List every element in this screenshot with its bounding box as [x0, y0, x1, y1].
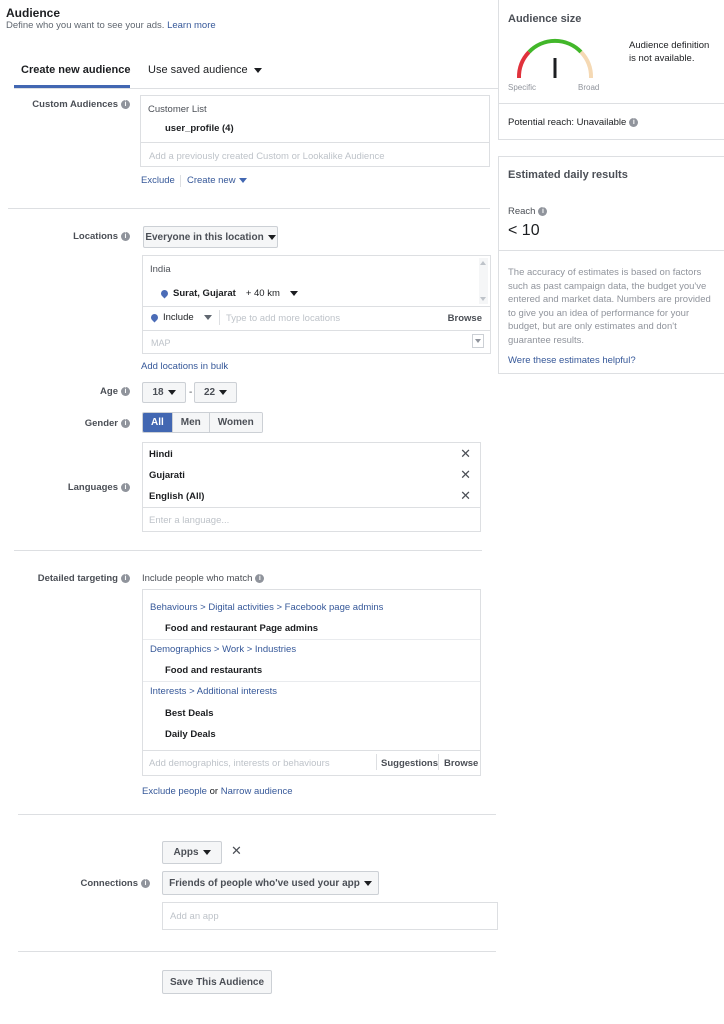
targeting-path: Interests > Additional interests: [150, 686, 278, 697]
map-label: MAP: [151, 338, 171, 348]
section-subtitle: Define who you want to see your ads. Learn more: [6, 20, 216, 31]
scroll-down-icon: [480, 297, 486, 301]
create-new-dropdown[interactable]: Create new: [187, 175, 247, 186]
remove-language-icon[interactable]: ✕: [460, 488, 471, 503]
panel-divider: [499, 250, 724, 251]
info-icon[interactable]: i: [121, 574, 130, 583]
custom-audiences-label: Custom Audiences i: [20, 99, 130, 110]
field-separator: [219, 310, 220, 325]
connections-type-dropdown[interactable]: Apps: [162, 841, 222, 864]
targeting-item[interactable]: Food and restaurants: [165, 665, 263, 676]
exclude-link[interactable]: Exclude: [141, 175, 175, 186]
chevron-down-icon: [254, 68, 262, 73]
exclude-people-link[interactable]: Exclude people: [142, 786, 207, 797]
locations-box: [142, 255, 491, 354]
languages-label: Languages i: [20, 482, 130, 493]
audience-gauge-icon: [513, 38, 597, 82]
estimates-helpful-link[interactable]: Were these estimates helpful?: [508, 355, 636, 366]
chevron-down-icon: [203, 850, 211, 855]
connections-label: Connections i: [20, 878, 150, 889]
section-title: Audience: [6, 6, 61, 20]
age-label: Age i: [20, 386, 130, 397]
box-divider: [143, 750, 480, 751]
link-separator: [180, 175, 181, 187]
section-divider: [8, 208, 490, 209]
group-divider: [143, 639, 480, 640]
estimated-results-title: Estimated daily results: [508, 169, 628, 181]
add-app-box: [162, 902, 498, 930]
languages-box: [142, 442, 481, 532]
custom-audience-input[interactable]: Add a previously created Custom or Lookalike Audience: [149, 151, 385, 162]
location-item[interactable]: Surat, Gujarat + 40 km: [161, 288, 298, 299]
location-pin-icon: [150, 313, 160, 323]
radius-chevron-down-icon[interactable]: [290, 291, 298, 296]
audience-size-title: Audience size: [508, 13, 582, 25]
section-divider: [18, 814, 496, 815]
field-separator: [376, 754, 377, 770]
targeting-search-input[interactable]: Add demographics, interests or behaviours: [149, 758, 330, 769]
info-icon[interactable]: i: [255, 574, 264, 583]
reach-value: < 10: [508, 222, 540, 239]
remove-connection-icon[interactable]: ✕: [231, 843, 242, 858]
targeting-path: Behaviours > Digital activities > Facebook page admins: [150, 602, 384, 613]
suggestions-button[interactable]: Suggestions: [381, 758, 439, 769]
tab-use-saved-audience[interactable]: Use saved audience: [148, 64, 262, 76]
location-search-input[interactable]: Type to add more locations: [226, 313, 341, 324]
language-item: Gujarati: [149, 470, 185, 481]
gauge-specific-label: Specific: [508, 83, 537, 92]
box-divider: [143, 330, 490, 331]
info-icon[interactable]: i: [538, 207, 547, 216]
reach-label: Reach i: [508, 206, 547, 217]
targeting-path: Demographics > Work > Industries: [150, 644, 297, 655]
chevron-down-icon: [168, 390, 176, 395]
panel-divider: [499, 103, 724, 104]
age-max-dropdown[interactable]: 22: [194, 382, 237, 403]
audience-size-panel: [498, 0, 724, 140]
info-icon[interactable]: i: [121, 100, 130, 109]
save-audience-button[interactable]: Save This Audience: [162, 970, 272, 994]
gender-all-button[interactable]: All: [143, 413, 173, 432]
age-range-dash: -: [189, 387, 193, 398]
remove-language-icon[interactable]: ✕: [460, 446, 471, 461]
location-type-dropdown[interactable]: Everyone in this location: [143, 226, 278, 248]
gender-men-button[interactable]: Men: [173, 413, 210, 432]
detailed-targeting-box: [142, 589, 481, 776]
scrollbar[interactable]: [479, 258, 488, 304]
box-divider: [143, 306, 490, 307]
section-divider: [18, 951, 496, 952]
language-item: English (All): [149, 491, 205, 502]
gender-label: Gender i: [20, 418, 130, 429]
customer-list-header: Customer List: [148, 104, 207, 115]
gauge-broad-label: Broad: [578, 83, 600, 92]
custom-audience-item[interactable]: user_profile (4): [165, 123, 234, 134]
browse-targeting-button[interactable]: Browse: [444, 758, 479, 769]
targeting-item[interactable]: Best Deals: [165, 708, 214, 719]
gender-women-button[interactable]: Women: [210, 413, 262, 432]
narrow-audience-link[interactable]: Narrow audience: [220, 786, 293, 797]
chevron-down-icon: [268, 235, 276, 240]
targeting-item[interactable]: Daily Deals: [165, 729, 216, 740]
tab-create-new-audience[interactable]: Create new audience: [21, 64, 131, 76]
language-item: Hindi: [149, 449, 173, 460]
gender-selector: [142, 412, 263, 433]
detailed-targeting-label: Detailed targeting i: [20, 573, 130, 584]
info-icon[interactable]: i: [121, 419, 130, 428]
country-header: India: [150, 264, 171, 275]
potential-reach: Potential reach: Unavailable i: [508, 117, 638, 128]
scroll-up-icon: [480, 261, 486, 265]
browse-locations-button[interactable]: Browse: [447, 313, 482, 324]
include-people-text: Include people who match i: [142, 573, 264, 584]
info-icon[interactable]: i: [121, 387, 130, 396]
locations-label: Locations i: [20, 231, 130, 242]
box-divider: [141, 142, 489, 143]
remove-language-icon[interactable]: ✕: [460, 467, 471, 482]
location-pin-icon: [160, 289, 170, 299]
info-icon[interactable]: i: [121, 232, 130, 241]
learn-more-link[interactable]: Learn more: [167, 20, 216, 31]
estimated-results-panel: [498, 156, 724, 374]
box-divider: [143, 507, 480, 508]
add-locations-bulk-link[interactable]: Add locations in bulk: [141, 361, 229, 372]
language-input[interactable]: Enter a language...: [149, 515, 230, 526]
age-min-dropdown[interactable]: 18: [142, 382, 186, 403]
connection-condition-dropdown[interactable]: Friends of people who've used your app: [162, 871, 379, 895]
info-icon[interactable]: i: [121, 483, 130, 492]
chevron-down-icon: [204, 315, 212, 320]
chevron-down-icon: [219, 390, 227, 395]
include-dropdown[interactable]: Include: [151, 312, 212, 323]
map-toggle[interactable]: [472, 334, 484, 348]
info-icon[interactable]: i: [141, 879, 150, 888]
chevron-down-icon: [239, 178, 247, 183]
add-app-input[interactable]: Add an app: [170, 911, 219, 922]
field-separator: [438, 754, 439, 770]
section-divider: [14, 550, 482, 551]
audience-definition-text: Audience definition is not available.: [629, 40, 710, 64]
group-divider: [143, 681, 480, 682]
exclude-narrow-links: Exclude people or Narrow audience: [142, 786, 293, 797]
targeting-item[interactable]: Food and restaurant Page admins: [165, 623, 319, 634]
chevron-down-icon: [475, 339, 481, 343]
chevron-down-icon: [364, 881, 372, 886]
info-icon[interactable]: i: [629, 118, 638, 127]
tabs-divider: [14, 88, 498, 89]
custom-audiences-box: [140, 95, 490, 167]
estimates-disclaimer: The accuracy of estimates is based on factors such as past campaign data, the budget you've entered and market data. Numbers are provided to give you an idea of performance for your budget, but are only estimates and don't guarantee results.: [508, 267, 711, 346]
